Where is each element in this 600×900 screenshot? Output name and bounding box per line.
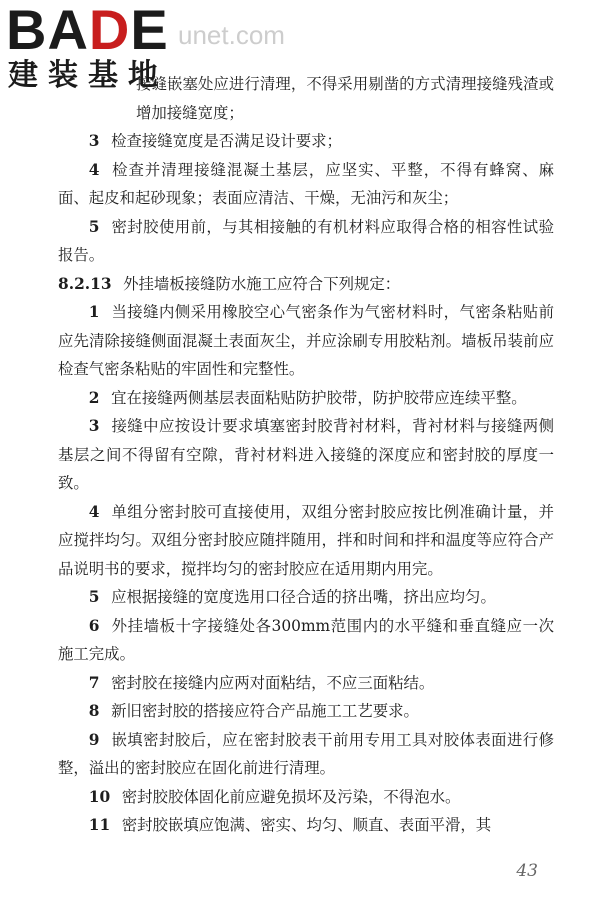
paragraph: 5 密封胶使用前，与其相接触的有机材料应取得合格的相容性试验报告。 [58,217,554,264]
page-number: 43 [516,861,538,881]
document-body [58,70,554,840]
paragraph: 7 密封胶在接缝内应两对面粘结，不应三面粘结。 [88,673,435,692]
paragraph: 1 当接缝内侧采用橡胶空心气密条作为气密材料时，气密条粘贴前应先清除接缝侧面混凝土表面灰尘，并应涂刷专用胶粘剂。墙板吊装前应检查气密条粘贴的牢固性和完整性。 [58,303,554,378]
paragraph: 3 接缝中应按设计要求填塞密封胶背衬材料，背衬材料与接缝两侧基层之间不得留有空隙，背衬材料进入接缝的深度应和密封胶的厚度一致。 [58,417,554,492]
paragraph: 8 新旧密封胶的搭接应符合产品施工工艺要求。 [88,702,419,720]
logo-subtitle: 建装基地 [8,58,168,93]
logo-wordmark: BADE [6,0,169,61]
paragraph: 4 检查并清理接缝混凝土基层，应坚实、平整，不得有蜂窝、麻面、起皮和起砂现象；表面应清洁、干燥，无油污和灰尘； [58,160,554,207]
paragraph: 接缝嵌塞处应进行清理，不得采用剔凿的方式清理接缝残渣或增加接缝宽度； [136,75,554,122]
paragraph: 4 单组分密封胶可直接使用，双组分密封胶应按比例准确计量，并应搅拌均匀。双组分密封胶应随拌随用，拌和时间和拌和温度等应符合产品说明书的要求，搅拌均匀的密封胶应在适用期内用完。 [58,502,554,578]
paragraph: 11 密封胶嵌填应饱满、密实、均匀、顺直、表面平滑，其 [88,816,492,834]
paragraph: 5 应根据接缝的宽度选用口径合适的挤出嘴，挤出应均匀。 [88,588,496,606]
watermark: unet.com [178,20,285,50]
paragraph: 2 宜在接缝两侧基层表面粘贴防护胶带，防护胶带应连续平整。 [88,388,527,407]
paragraph: 6 外挂墙板十字接缝处各300mm范围内的水平缝和垂直缝应一次施工完成。 [58,616,554,663]
paragraph: 3 检查接缝宽度是否满足设计要求； [88,132,342,150]
clause-heading: 8.2.13 外挂墙板接缝防水施工应符合下列规定： [58,274,401,293]
paragraph: 10 密封胶胶体固化前应避免损坏及污染，不得泡水。 [88,787,461,806]
paragraph: 9 嵌填密封胶后，应在密封胶表干前用专用工具对胶体表面进行修整，溢出的密封胶应在固化前进行清理。 [58,730,554,777]
